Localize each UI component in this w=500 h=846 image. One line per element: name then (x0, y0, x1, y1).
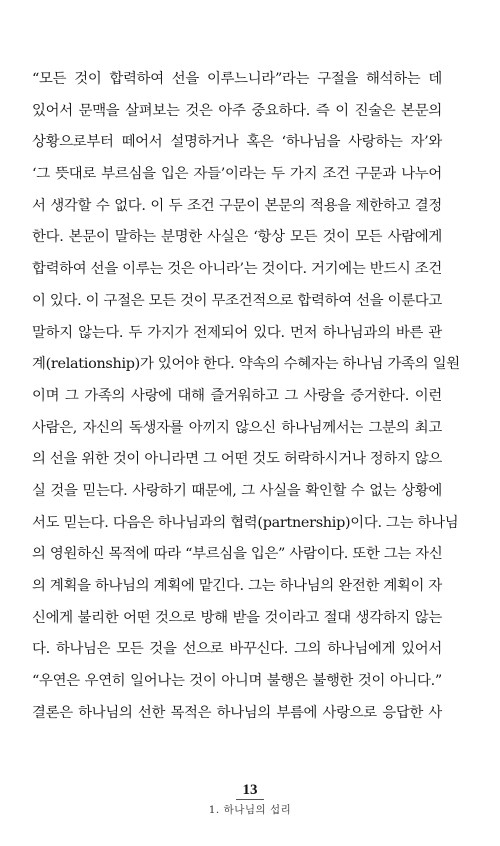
text-line: 사람은, 자신의 독생자를 아끼지 않으신 하나님께서는 그분의 최고 (32, 419, 442, 436)
page-number: 13 (242, 782, 258, 798)
text-line: 합력하여 선을 이루는 것은 아니라’는 것이다. 거기에는 반드시 조건 (32, 261, 442, 278)
running-footer-title: 1. 하나님의 섭리 (208, 804, 292, 816)
text-line: “우연은 우연히 일어나는 것이 아니며 불행은 불행한 것이 아니다.” (32, 673, 442, 690)
text-line: 실 것을 믿는다. 사랑하기 때문에, 그 사실을 확인할 수 없는 상황에 (32, 482, 442, 499)
text-line: 신에게 불리한 어떤 것으로 방해 받을 것이라고 절대 생각하지 않는 (32, 609, 442, 626)
text-line: 한다. 본문이 말하는 분명한 사실은 ‘항상 모든 것이 모든 사람에게 (32, 229, 442, 246)
text-line: 서도 믿는다. 다음은 하나님과의 협력(partnership)이다. 그는 하나님 (32, 514, 459, 531)
text-line: 계(relationship)가 있어야 한다. 약속의 수혜자는 하나님 가족의 일원 (32, 356, 460, 373)
text-line: 의 선을 위한 것이 아니라면 그 어떤 것도 허락하시거나 정하지 않으 (32, 451, 442, 468)
text-line: 말하지 않는다. 두 가지가 전제되어 있다. 먼저 하나님과의 바른 관 (32, 324, 442, 341)
text-line: 상황으로부터 떼어서 설명하거나 혹은 ‘하나님을 사랑하는 자’와 (32, 134, 442, 151)
text-line: 다. 하나님은 모든 것을 선으로 바꾸신다. 그의 하나님에게 있어서 (32, 641, 442, 658)
text-line: “모든 것이 합력하여 선을 이루느니라”라는 구절을 해석하는 데 (32, 71, 442, 87)
page-number-rule (236, 799, 264, 800)
text-line: 결론은 하나님의 선한 목적은 하나님의 부름에 사랑으로 응답한 사 (32, 704, 442, 721)
text-line: 이 있다. 이 구절은 모든 것이 무조건적으로 합력하여 선을 이룬다고 (32, 292, 442, 309)
text-line: 이며 그 가족의 사랑에 대해 즐거워하고 그 사랑을 증거한다. 이런 (32, 387, 442, 404)
text-line: ‘그 뜻대로 부르심을 입은 자들’이라는 두 가지 조건 구문과 나누어 (32, 166, 442, 183)
text-line: 의 영원하신 목적에 따라 “부르심을 입은” 사람이다. 또한 그는 자신 (32, 546, 443, 563)
text-line: 서 생각할 수 없다. 이 두 조건 구문이 본문의 적용을 제한하고 결정 (32, 197, 442, 214)
body-text (32, 64, 460, 729)
text-line: 의 계획을 하나님의 계획에 맡긴다. 그는 하나님의 완전한 계획이 자 (32, 578, 442, 594)
text-line: 있어서 문맥을 살펴보는 것은 아주 중요하다. 즉 이 진술은 본문의 (32, 102, 442, 119)
